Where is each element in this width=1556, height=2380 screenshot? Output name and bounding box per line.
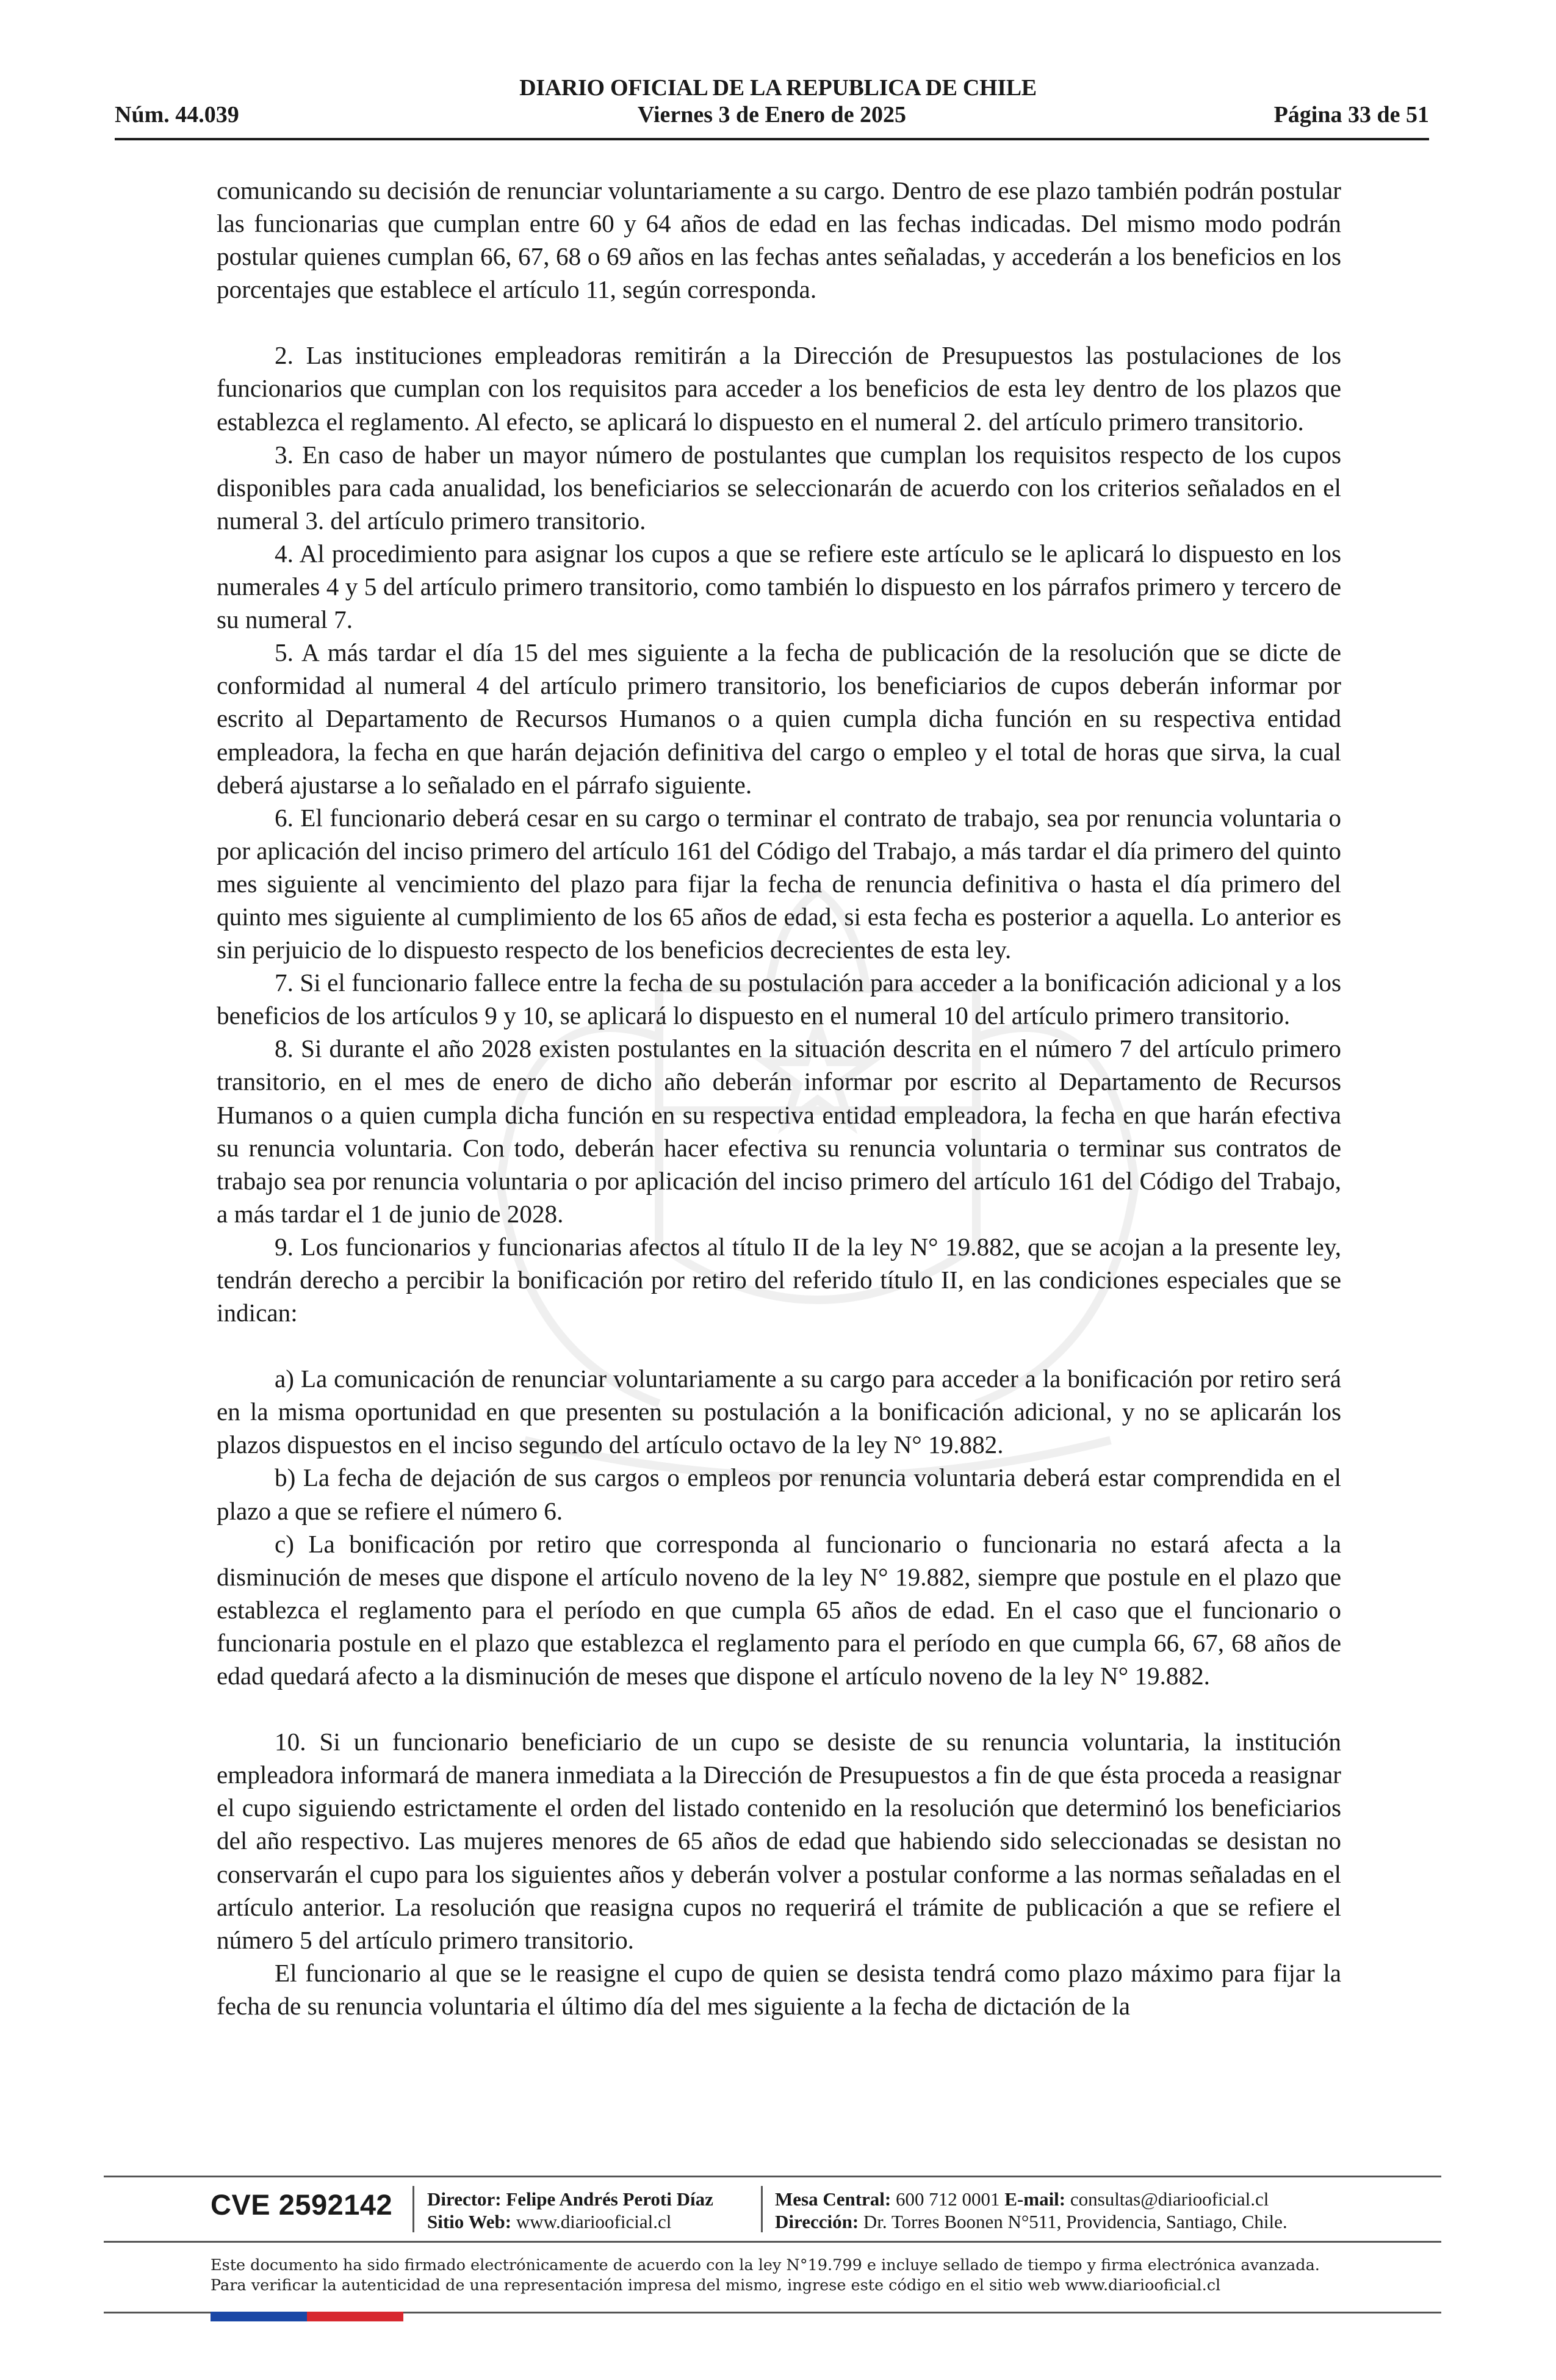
paragraph: 8. Si durante el año 2028 existen postulantes en la situación descrita en el número 7 del artículo primero transitorio, en el mes de enero de dicho año deberán informar por escrito al Departamento de Recursos Humanos o a quien cumpla dicha función en su respectiva entidad empleadora, la fecha en que harán efectiva su renuncia voluntaria. Con todo, deberán hacer efectiva su renuncia voluntaria o terminar sus contratos de trabajo sea por renuncia voluntaria o por aplicación del inciso primero del artículo 161 del Código del Trabajo, a más tardar el 1 de junio de 2028. xyxy=(217,1034,1341,1228)
paragraph: 5. A más tardar el día 15 del mes siguiente a la fecha de publicación de la resolución que se dicte de conformidad al numeral 4 del artículo primero transitorio, los beneficiarios de cupos deberán informar por escrito al Departamento de Recursos Humanos o a quien cumpla dicha función en su respectiva entidad empleadora, la fecha en que harán dejación definitiva del cargo o empleo y el total de horas que sirva, la cual deberá ajustarse a lo señalado en el párrafo siguiente. xyxy=(217,638,1341,799)
footer-divider-middle xyxy=(104,2241,1441,2243)
paragraph: 6. El funcionario deberá cesar en su cargo o terminar el contrato de trabajo, sea por renuncia voluntaria o por aplicación del inciso primero del artículo 161 del Código del Trabajo, a más tardar el día primero del quinto mes siguiente al vencimiento del plazo para fijar la fecha de renuncia definitiva o hasta el día primero del quinto mes siguiente al cumplimiento de los 65 años de edad, si esta fecha es posterior a aquella. Lo anterior es sin perjuicio de lo dispuesto respecto de los beneficios decrecientes de esta ley. xyxy=(217,803,1341,964)
director-name: Felipe Andrés Peroti Díaz xyxy=(506,2188,713,2210)
flag-stripe-blue xyxy=(211,2312,307,2321)
email-label: E-mail: xyxy=(1004,2188,1066,2210)
page-number: Página 33 de 51 xyxy=(1273,102,1429,128)
website-label: Sitio Web: xyxy=(427,2211,512,2232)
paragraph: 3. En caso de haber un mayor número de postulantes que cumplan los requisitos respecto de los cupos disponibles para cada anualidad, los beneficiarios se seleccionarán de acuerdo con los criterios señalados en el numeral 3. del artículo primero transitorio. xyxy=(217,440,1341,535)
paragraph: 7. Si el funcionario fallece entre la fecha de su postulación para acceder a la bonificación adicional y a los beneficios de los artículos 9 y 10, se aplicará lo dispuesto en el numeral 10 del artículo primero transitorio. xyxy=(217,968,1341,1030)
director-label: Director: xyxy=(427,2188,502,2210)
footer-contact-block xyxy=(775,2188,1288,2233)
legal-notice: Este documento ha sido firmado electrónicamente de acuerdo con la ley N°19.799 e incluye sellado de tiempo y firma electrónica avanzada. Para verificar la autenticidad de una representación impresa del mismo, ingrese este código en el sitio web www.diariooficial.cl xyxy=(211,2256,1320,2295)
address-label: Dirección: xyxy=(775,2211,859,2232)
document-body xyxy=(217,174,1341,2022)
footer-divider-top xyxy=(104,2176,1441,2177)
issue-date: Viernes 3 de Enero de 2025 xyxy=(637,102,907,128)
paragraph: 10. Si un funcionario beneficiario de un cupo se desiste de su renuncia voluntaria, la institución empleadora informará de manera inmediata a la Dirección de Presupuestos a fin de que ésta proceda a reasignar el cupo siguiendo estrictamente el orden del listado contenido en la resolución que determinó los beneficiarios del año respectivo. Las mujeres menores de 65 años de edad que habiendo sido seleccionadas se desistan no conservarán el cupo para los siguientes años y deberán volver a postular conforme a las normas señaladas en el artículo anterior. La resolución que reasigna cupos no requerirá el trámite de publicación a que se refiere el número 5 del artículo primero transitorio. xyxy=(217,1728,1341,1954)
issue-number: Núm. 44.039 xyxy=(115,102,239,128)
paragraph: a) La comunicación de renunciar voluntariamente a su cargo para acceder a la bonificación por retiro será en la misma oportunidad en que presenten su postulación a la bonificación adicional, y no se aplicarán los plazos dispuestos en el inciso segundo del artículo octavo de la ley N° 19.882. xyxy=(217,1365,1341,1459)
paragraph: comunicando su decisión de renunciar voluntariamente a su cargo. Dentro de ese plazo también podrán postular las funcionarias que cumplan entre 60 y 64 años de edad en las fechas indicadas. Del mismo modo podrán postular quienes cumplan 66, 67, 68 o 69 años en las fechas antes señaladas, y accederán a los beneficios en los porcentajes que establece el artículo 11, según corresponda. xyxy=(217,176,1341,304)
newspaper-title: DIARIO OFICIAL DE LA REPUBLICA DE CHILE xyxy=(519,75,1037,101)
phone-label: Mesa Central: xyxy=(775,2188,891,2210)
paragraph: 9. Los funcionarios y funcionarias afectos al título II de la ley N° 19.882, que se acojan a la presente ley, tendrán derecho a percibir la bonificación por retiro del referido título II, en las condiciones especiales que se indican: xyxy=(217,1232,1341,1327)
footer-separator xyxy=(412,2186,414,2232)
header-divider xyxy=(115,138,1429,140)
paragraph: El funcionario al que se le reasigne el cupo de quien se desista tendrá como plazo máximo para fijar la fecha de su renuncia voluntaria el último día del mes siguiente a la fecha de dictación de la xyxy=(217,1958,1341,2020)
address: Dr. Torres Boonen N°511, Providencia, Santiago, Chile. xyxy=(863,2211,1288,2232)
website-link[interactable]: www.diariooficial.cl xyxy=(516,2211,672,2232)
phone-number: 600 712 0001 xyxy=(896,2188,1000,2210)
cve-code: CVE 2592142 xyxy=(211,2188,393,2221)
email-link[interactable]: consultas@diariooficial.cl xyxy=(1070,2188,1269,2210)
paragraph: 4. Al procedimiento para asignar los cupos a que se refiere este artículo se le aplicará lo dispuesto en los numerales 4 y 5 del artículo primero transitorio, como también lo dispuesto en los párrafos primero y tercero de su numeral 7. xyxy=(217,539,1341,634)
paragraph: 2. Las instituciones empleadoras remitirán a la Dirección de Presupuestos las postulaciones de los funcionarios que cumplan con los requisitos para acceder a los beneficios de esta ley dentro de los plazos que establezca el reglamento. Al efecto, se aplicará lo dispuesto en el numeral 2. del artículo primero transitorio. xyxy=(217,341,1341,436)
flag-stripe-red xyxy=(307,2312,403,2321)
paragraph: c) La bonificación por retiro que corresponda al funcionario o funcionaria no estará afecta a la disminución de meses que dispone el artículo noveno de la ley N° 19.882, siempre que postule en el plazo que establezca el reglamento para el período en que cumpla 65 años de edad. En el caso que el funcionario o funcionaria postule en el plazo que establezca el reglamento para el período en que cumpla 66, 67, 68 años de edad quedará afecto a la disminución de meses que dispone el artículo noveno de la ley N° 19.882. xyxy=(217,1529,1341,1690)
footer-separator xyxy=(761,2186,763,2232)
paragraph: b) La fecha de dejación de sus cargos o empleos por renuncia voluntaria deberá estar comprendida en el plazo a que se refiere el número 6. xyxy=(217,1463,1341,1525)
footer-director-block xyxy=(427,2188,713,2233)
